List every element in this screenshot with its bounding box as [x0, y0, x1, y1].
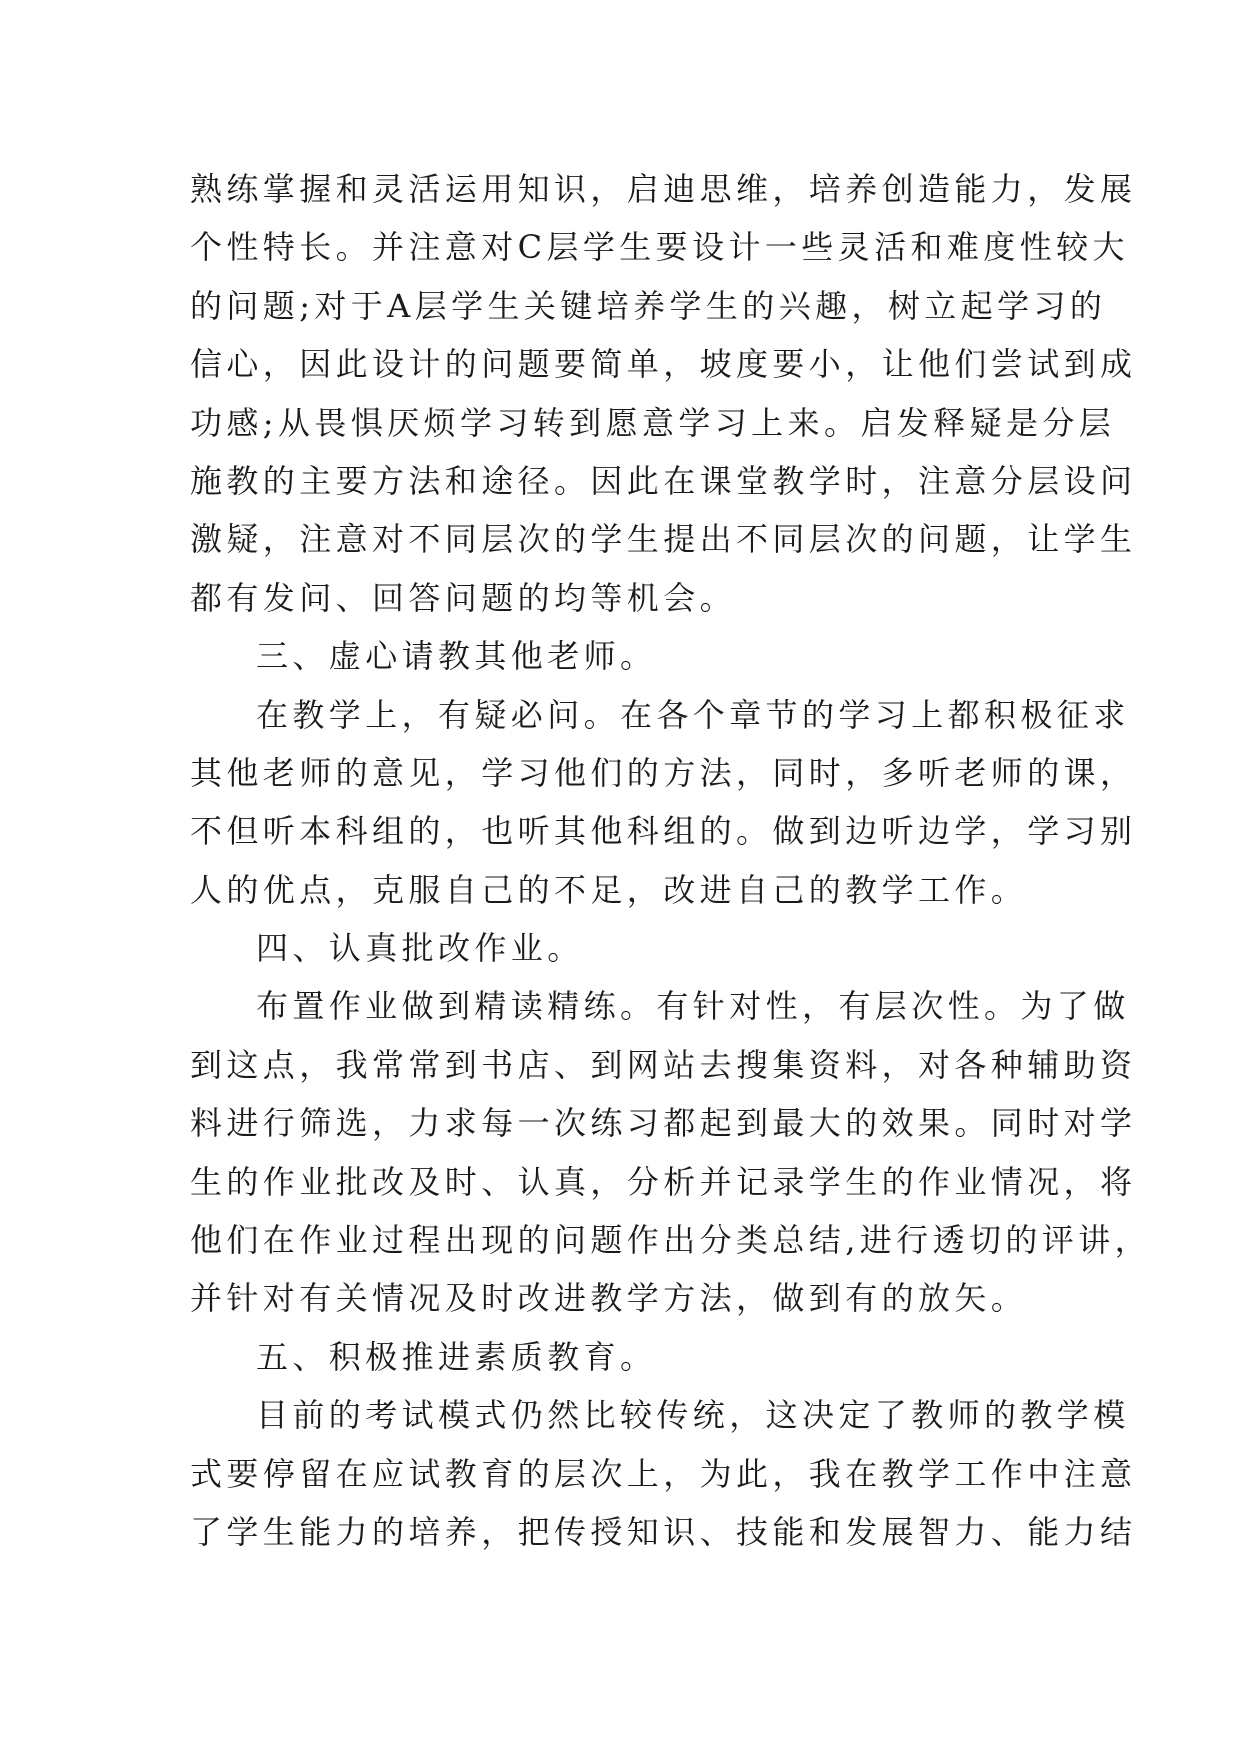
text-line: 熟练掌握和灵活运用知识，启迪思维，培养创造能力，发展	[190, 170, 1137, 208]
body-text	[190, 160, 1151, 1561]
text-line: 的问题;对于A层学生关键培养学生的兴趣，树立起学习的	[190, 286, 1107, 325]
paragraph-first-line: 布置作业做到精读精练。有针对性，有层次性。为了做	[256, 987, 1130, 1026]
text-line: 不但听本科组的，也听其他科组的。做到边听边学，学习别	[190, 812, 1137, 851]
text-line: 他们在作业过程出现的问题作出分类总结,进行透切的评讲，	[190, 1221, 1151, 1260]
text-line: 功感;从畏惧厌烦学习转到愿意学习上来。启发释疑是分层	[190, 403, 1116, 442]
section-heading: 三、虚心请教其他老师。	[256, 637, 657, 676]
text-line: 生的作业批改及时、认真，分析并记录学生的作业情况，将	[190, 1162, 1137, 1201]
section-heading: 四、认真批改作业。	[256, 929, 584, 968]
text-line: 都有发问、回答问题的均等机会。	[190, 578, 737, 617]
text-line: 其他老师的意见，学习他们的方法，同时，多听老师的课，	[190, 753, 1137, 792]
paragraph-first-line: 目前的考试模式仍然比较传统，这决定了教师的教学模	[256, 1396, 1130, 1435]
text-line: 人的优点，克服自己的不足，改进自己的教学工作。	[190, 870, 1028, 909]
text-line: 施教的主要方法和途径。因此在课堂教学时，注意分层设问	[190, 461, 1137, 500]
text-line: 式要停留在应试教育的层次上，为此，我在教学工作中注意	[190, 1454, 1137, 1493]
text-line: 个性特长。并注意对C层学生要设计一些灵活和难度性较大	[190, 228, 1129, 267]
text-line: 料进行筛选，力求每一次练习都起到最大的效果。同时对学	[190, 1104, 1137, 1143]
section-heading: 五、积极推进素质教育。	[256, 1337, 657, 1376]
text-line: 激疑，注意对不同层次的学生提出不同层次的问题，让学生	[190, 520, 1137, 559]
text-line: 信心，因此设计的问题要简单，坡度要小，让他们尝试到成	[190, 345, 1137, 384]
text-line: 到这点，我常常到书店、到网站去搜集资料，对各种辅助资	[190, 1045, 1137, 1084]
text-line: 并针对有关情况及时改进教学方法，做到有的放矢。	[190, 1279, 1028, 1318]
text-line: 了学生能力的培养，把传授知识、技能和发展智力、能力结	[190, 1512, 1137, 1551]
paragraph-first-line: 在教学上，有疑必问。在各个章节的学习上都积极征求	[256, 695, 1130, 734]
